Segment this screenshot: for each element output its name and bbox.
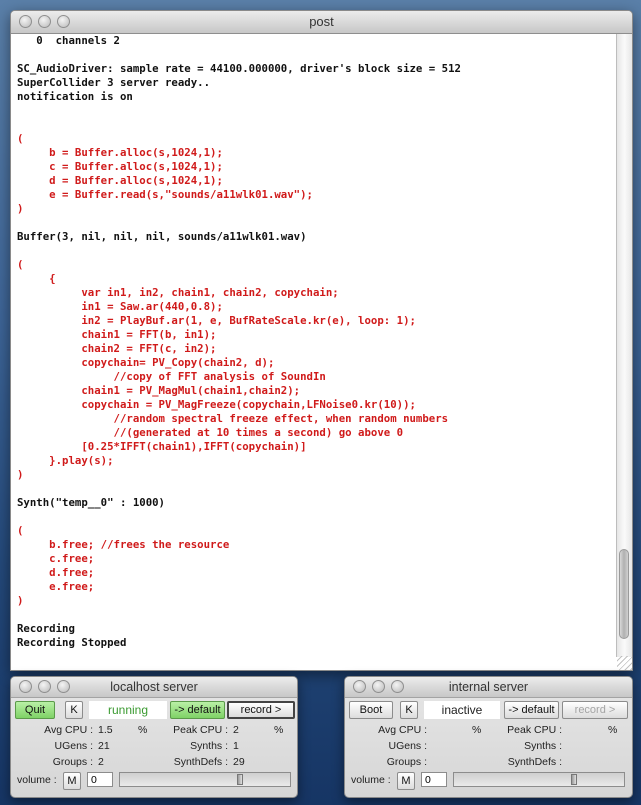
close-icon[interactable] [19, 680, 32, 693]
internal-button-row [349, 701, 633, 721]
post-window-title: post [309, 14, 334, 29]
post-text-area[interactable] [17, 34, 611, 670]
post-line [17, 608, 611, 622]
post-line: 0 channels 2 [17, 34, 120, 47]
quit-button[interactable]: Quit [15, 701, 55, 719]
post-log[interactable] [17, 34, 611, 650]
volume-slider-thumb[interactable] [237, 774, 243, 785]
minimize-icon[interactable] [38, 680, 51, 693]
post-line: { [17, 272, 56, 285]
post-line: c = Buffer.alloc(s,1024,1); [17, 160, 223, 173]
post-line: c.free; [17, 552, 95, 565]
post-titlebar[interactable] [11, 11, 632, 34]
post-line [17, 244, 611, 258]
ugens-label: UGens : [54, 740, 93, 752]
close-icon[interactable] [19, 15, 32, 28]
mute-button[interactable]: M [397, 772, 415, 790]
minimize-icon[interactable] [38, 15, 51, 28]
synths-value: 1 [233, 740, 239, 752]
post-line: ( [17, 524, 24, 537]
post-line: e.free; [17, 580, 95, 593]
post-line [17, 482, 611, 496]
post-line: [0.25*IFFT(chain1),IFFT(copychain)] [17, 440, 307, 453]
default-button[interactable]: -> default [170, 701, 225, 719]
localhost-button-row [15, 701, 298, 721]
post-line [17, 216, 611, 230]
post-line: notification is on [17, 90, 133, 103]
post-line: in2 = PlayBuf.ar(1, e, BufRateScale.kr(e), loop: 1); [17, 314, 416, 327]
window-controls [19, 15, 70, 28]
volume-slider[interactable] [119, 772, 291, 787]
avg-cpu-value: 1.5 [98, 724, 113, 736]
ugens-label: UGens : [388, 740, 427, 752]
default-button[interactable]: -> default [504, 701, 559, 719]
post-window [10, 10, 633, 671]
post-line: b.free; //frees the resource [17, 538, 230, 551]
synths-label: Synths : [524, 740, 562, 752]
window-controls [19, 680, 70, 693]
volume-label: volume : [351, 774, 391, 786]
volume-slider[interactable] [453, 772, 625, 787]
post-line: e = Buffer.read(s,"sounds/a11wlk01.wav"); [17, 188, 313, 201]
post-line: in1 = Saw.ar(440,0.8); [17, 300, 223, 313]
post-line: Buffer(3, nil, nil, nil, sounds/a11wlk01.wav) [17, 230, 307, 243]
scroll-thumb[interactable] [619, 549, 629, 639]
avg-cpu-percent: % [138, 724, 148, 736]
post-line [17, 118, 611, 132]
internal-titlebar[interactable] [345, 677, 632, 698]
post-line: b = Buffer.alloc(s,1024,1); [17, 146, 223, 159]
peak-cpu-value: 2 [233, 724, 239, 736]
peak-cpu-percent: % [274, 724, 284, 736]
volume-slider-thumb[interactable] [571, 774, 577, 785]
post-line [17, 48, 611, 62]
record-button[interactable]: record > [562, 701, 628, 719]
post-line: ( [17, 132, 24, 145]
mute-button[interactable]: M [63, 772, 81, 790]
volume-number-box[interactable]: 0 [87, 772, 113, 787]
ugens-value: 21 [98, 740, 110, 752]
post-line: ) [17, 202, 24, 215]
localhost-titlebar[interactable] [11, 677, 297, 698]
kill-button[interactable]: K [400, 701, 418, 719]
localhost-title: localhost server [110, 680, 198, 694]
post-line: copychain= PV_Copy(chain2, d); [17, 356, 275, 369]
post-line: ( [17, 258, 24, 271]
post-line: Synth("temp__0" : 1000) [17, 496, 165, 509]
minimize-icon[interactable] [372, 680, 385, 693]
post-line: copychain = PV_MagFreeze(copychain,LFNoise0.kr(10)); [17, 398, 416, 411]
groups-label: Groups : [52, 756, 93, 768]
post-scrollbar[interactable] [616, 34, 632, 657]
post-line [17, 510, 611, 524]
post-line: ) [17, 594, 24, 607]
post-line: d.free; [17, 566, 95, 579]
post-line: }.play(s); [17, 454, 114, 467]
post-line: //(generated at 10 times a second) go above 0 [17, 426, 404, 439]
avg-cpu-label: Avg CPU : [378, 724, 427, 736]
post-line: ) [17, 468, 24, 481]
kill-button[interactable]: K [65, 701, 83, 719]
groups-label: Groups : [386, 756, 427, 768]
volume-label: volume : [17, 774, 57, 786]
zoom-icon[interactable] [391, 680, 404, 693]
resize-grip-icon[interactable] [617, 656, 632, 670]
localhost-server-window [10, 676, 298, 798]
peak-cpu-percent: % [608, 724, 618, 736]
post-line: //random spectral freeze effect, when random numbers [17, 412, 449, 425]
post-line: Recording Stopped [17, 636, 127, 649]
synthdefs-label: SynthDefs : [507, 756, 562, 768]
server-status: inactive [424, 701, 500, 719]
close-icon[interactable] [353, 680, 366, 693]
post-line: //copy of FFT analysis of SoundIn [17, 370, 326, 383]
synths-label: Synths : [190, 740, 228, 752]
zoom-icon[interactable] [57, 680, 70, 693]
groups-value: 2 [98, 756, 104, 768]
post-line: chain1 = FFT(b, in1); [17, 328, 217, 341]
avg-cpu-label: Avg CPU : [44, 724, 93, 736]
post-line [17, 104, 611, 118]
window-controls [353, 680, 404, 693]
zoom-icon[interactable] [57, 15, 70, 28]
boot-button[interactable]: Boot [349, 701, 393, 719]
post-line: Recording [17, 622, 75, 635]
volume-number-box[interactable]: 0 [421, 772, 447, 787]
synthdefs-value: 29 [233, 756, 245, 768]
server-status: running [89, 701, 167, 719]
internal-title: internal server [448, 680, 529, 694]
post-line: d = Buffer.alloc(s,1024,1); [17, 174, 223, 187]
post-line: var in1, in2, chain1, chain2, copychain; [17, 286, 339, 299]
post-line: SC_AudioDriver: sample rate = 44100.000000, driver's block size = 512 [17, 62, 461, 75]
peak-cpu-label: Peak CPU : [173, 724, 228, 736]
record-button[interactable]: record > [227, 701, 295, 719]
internal-server-window [344, 676, 633, 798]
synthdefs-label: SynthDefs : [173, 756, 228, 768]
peak-cpu-label: Peak CPU : [507, 724, 562, 736]
avg-cpu-percent: % [472, 724, 482, 736]
post-line: SuperCollider 3 server ready.. [17, 76, 211, 89]
post-line: chain2 = FFT(c, in2); [17, 342, 217, 355]
post-line: chain1 = PV_MagMul(chain1,chain2); [17, 384, 301, 397]
